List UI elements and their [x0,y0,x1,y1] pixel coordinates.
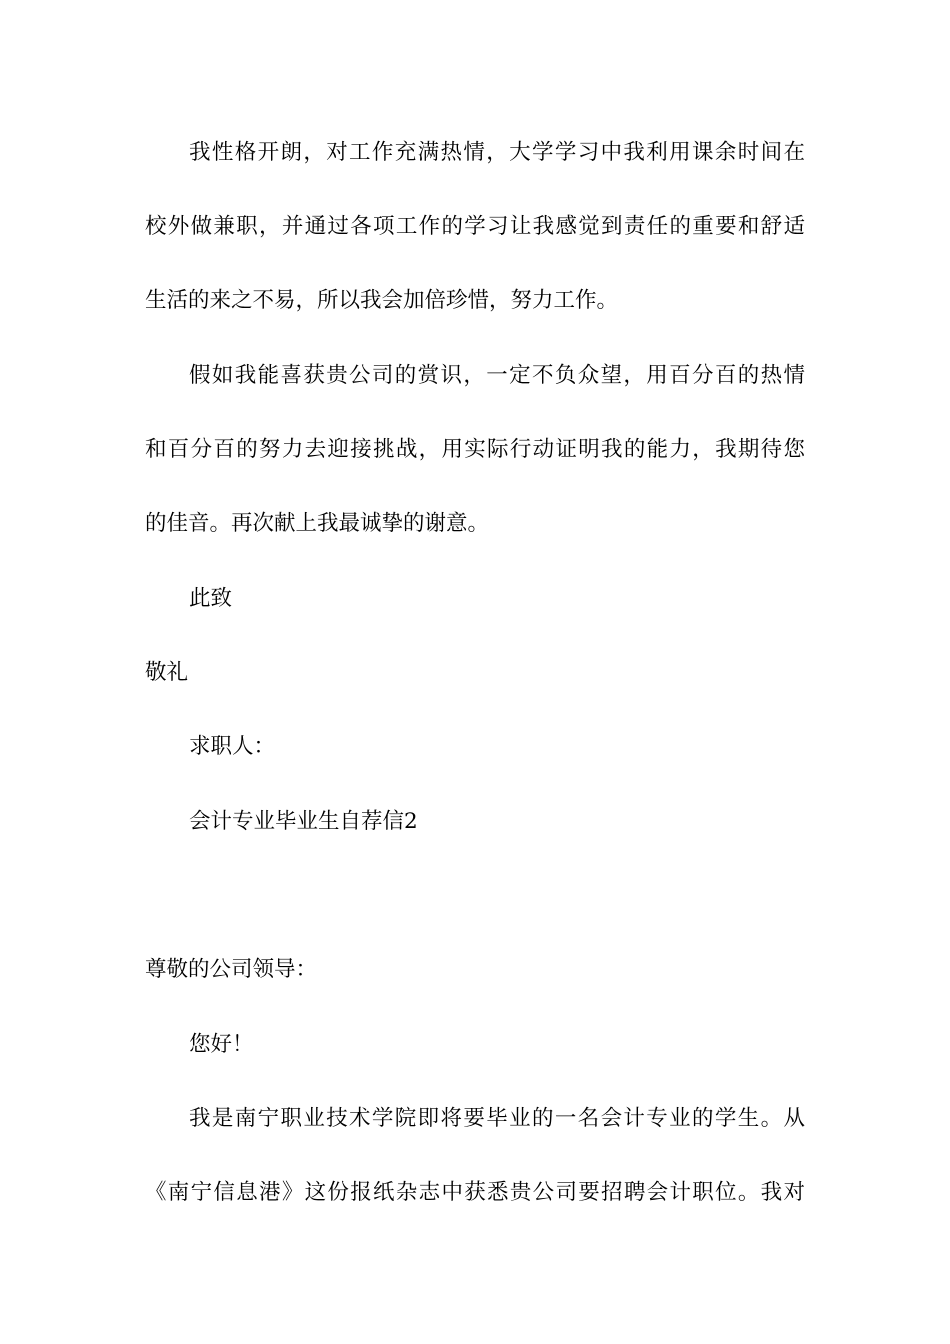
closing-jing-li: 敬礼 [145,660,189,685]
closing-ci-zhi: 此致 [189,586,233,611]
paragraph-2-line-2: 和百分百的努力去迎接挑战，用实际行动证明我的能力，我期待您 [145,437,805,462]
paragraph-3-line-1: 我是南宁职业技术学院即将要毕业的一名会计专业的学生。从 [189,1106,805,1131]
salutation: 尊敬的公司领导： [145,957,318,982]
greeting: 您好！ [189,1032,254,1057]
paragraph-1-line-1: 我性格开朗，对工作充满热情，大学学习中我利用课余时间在 [189,140,805,165]
applicant-label: 求职人： [189,734,276,759]
paragraph-3-line-2: 《南宁信息港》这份报纸杂志中获悉贵公司要招聘会计职位。我对 [145,1180,805,1205]
paragraph-1-line-2: 校外做兼职，并通过各项工作的学习让我感觉到责任的重要和舒适 [145,214,805,239]
paragraph-1-line-3: 生活的来之不易，所以我会加倍珍惜，努力工作。 [145,288,619,313]
letter-2-title: 会计专业毕业生自荐信2 [189,809,418,834]
paragraph-2-line-3: 的佳音。再次献上我最诚挚的谢意。 [145,511,490,536]
paragraph-2-line-1: 假如我能喜获贵公司的赏识，一定不负众望，用百分百的热情 [189,363,805,388]
